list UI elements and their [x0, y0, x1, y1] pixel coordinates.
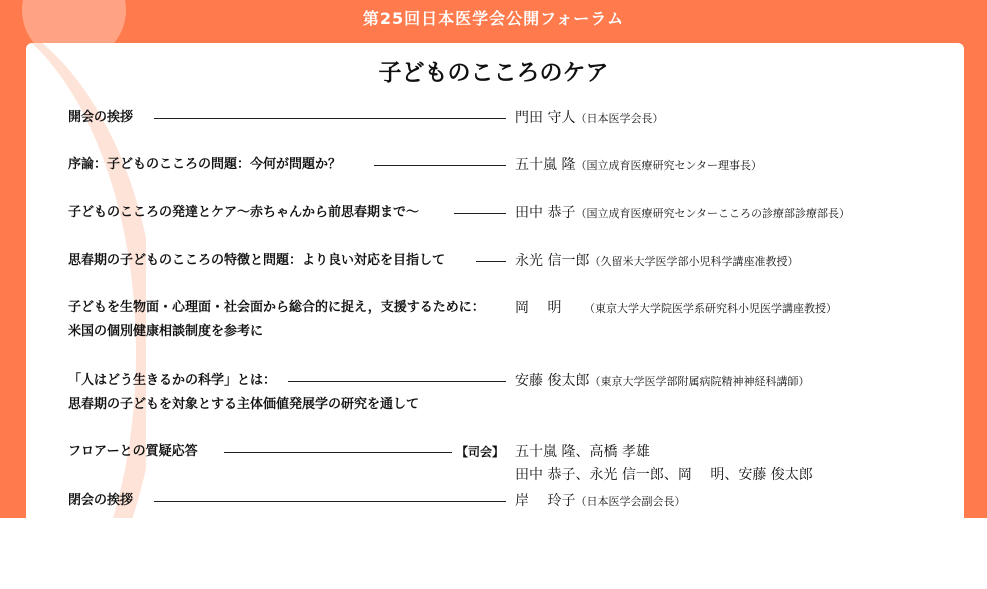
program-speaker: 五十嵐 隆、高橋 孝雄 — [515, 444, 650, 460]
program-speaker-line2: 田中 恭子、永光 信一郎、岡 明、安藤 俊太郎 — [515, 467, 813, 483]
program-speaker: 岸 玲子（日本医学会副会長） — [515, 493, 686, 509]
program-speaker: 五十嵐 隆（国立成育医療研究センター理事長） — [515, 157, 763, 173]
speaker-affiliation: （日本医学会長） — [575, 112, 664, 125]
forum-header: 第25回日本医学会公開フォーラム — [362, 9, 625, 28]
page-title: 子どものこころのケア — [378, 60, 609, 86]
speaker-affiliation: （久留米大学医学部小児科学講座准教授） — [589, 255, 799, 268]
leader-line — [224, 452, 452, 453]
leader-line — [288, 381, 506, 382]
program-topic: フロアーとの質疑応答 — [68, 444, 198, 459]
program-topic: 「人はどう生きるかの科学」とは： — [68, 373, 277, 388]
speaker-affiliation: （日本医学会副会長） — [575, 495, 686, 508]
program-speaker: 岡 明 （東京大学大学院医学系研究科小児医学講座教授） — [515, 300, 837, 316]
speaker-affiliation: （東京大学医学部附属病院精神神経科講師） — [589, 375, 810, 388]
program-speaker: 安藤 俊太郎（東京大学医学部附属病院精神神経科講師） — [515, 373, 810, 389]
leader-line — [154, 501, 506, 502]
program-topic-line2: 思春期の子どもを対象とする主体価値発展学の研究を通して — [68, 397, 420, 412]
speaker-affiliation: （国立成育医療研究センターこころの診療部診療部長） — [575, 207, 851, 220]
program-topic: 序論：子どものこころの問題：今何が問題か？ — [68, 157, 342, 172]
leader-line — [154, 118, 506, 119]
program-topic: 子どものこころの発達とケア〜赤ちゃんから前思春期まで〜 — [68, 205, 420, 220]
program-topic: 子どもを生物面・心理面・社会面から総合的に捉え，支援するために： — [68, 300, 485, 315]
program-topic: 閉会の挨拶 — [68, 493, 134, 508]
program-speaker: 永光 信一郎（久留米大学医学部小児科学講座准教授） — [515, 253, 799, 269]
moderator-tag: 【司会】 — [456, 445, 505, 459]
program-topic-line2: 米国の個別健康相談制度を参考に — [68, 324, 264, 339]
leader-line — [454, 213, 506, 214]
program-speaker: 田中 恭子（国立成育医療研究センターこころの診療部診療部長） — [515, 205, 851, 221]
speaker-affiliation: （国立成育医療研究センター理事長） — [575, 159, 763, 172]
program-topic: 思春期の子どものこころの特徴と問題：より良い対応を目指して — [68, 253, 446, 268]
leader-line — [374, 165, 506, 166]
leader-line — [476, 261, 506, 262]
program-topic: 開会の挨拶 — [68, 110, 134, 125]
program-speaker: 門田 守人（日本医学会長） — [515, 110, 664, 126]
speaker-affiliation: （東京大学大学院医学系研究科小児医学講座教授） — [589, 302, 837, 315]
